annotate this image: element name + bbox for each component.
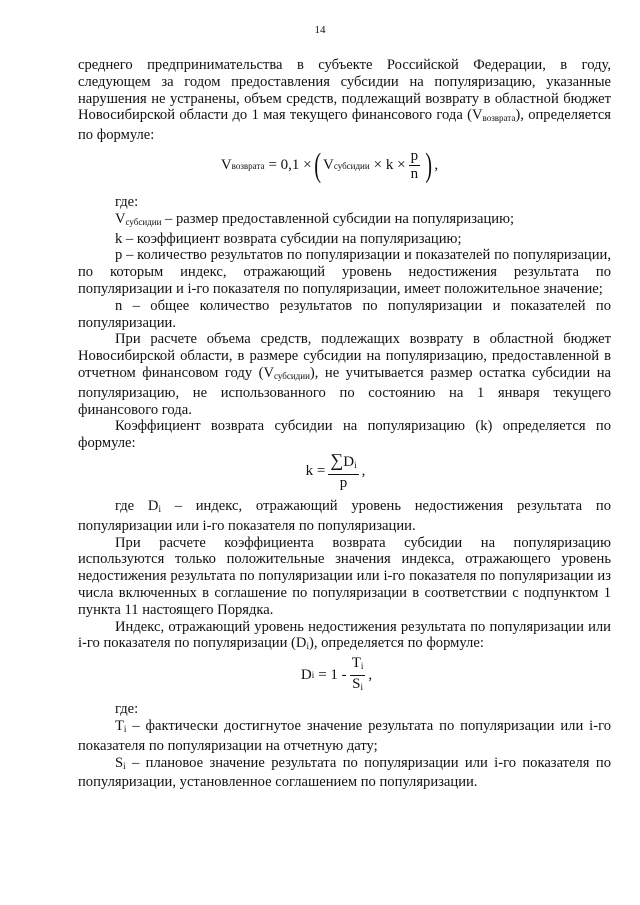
- para-index-text: Индекс, отражающий уровень недостижения результата по популяризации или i-го показателя по популяризации (D: [78, 618, 611, 652]
- page-number: 14: [314, 24, 326, 36]
- def-v: [78, 211, 611, 231]
- formula-index: [62, 655, 611, 695]
- formula1-fraction: [409, 148, 421, 183]
- para-index-sub: i: [306, 641, 309, 652]
- formula1-denominator: n: [410, 166, 419, 183]
- formula3-numerator: [350, 655, 366, 676]
- formula3-denominator: [350, 676, 365, 696]
- para-index: [78, 619, 611, 656]
- formula1-k: × k ×: [373, 157, 406, 174]
- intro-subscript: возврата: [482, 113, 516, 124]
- formula1-lhs-sub: возврата: [231, 160, 265, 171]
- def-v-symbol: V: [115, 210, 126, 227]
- def-k: k – коэффициент возврата субсидии на популяризацию;: [115, 230, 462, 247]
- def-v-sub: субсидии: [125, 216, 162, 227]
- formula3-eq: = 1 -: [318, 666, 347, 683]
- formula3-den-sub: i: [360, 681, 363, 692]
- formula2-fraction: [328, 449, 358, 492]
- para-index-tail: ), определяется по формуле:: [308, 635, 484, 652]
- def-s-symbol: S: [115, 754, 124, 771]
- intro-text: среднего предпринимательства в субъекте Российской Федерации, в году, следующем за годом предоставления субсидии на популяризацию, указанные нарушения не устранены, объем средств, подлежащий возврату в областной бюджет Новосибирской области до 1 мая текущего финансового года (V: [78, 57, 611, 124]
- def-n: n – общее количество результатов по популяризации и показателей по популяризации.: [78, 297, 611, 331]
- para-calc-sub: субсидии: [274, 370, 310, 381]
- formula2-numerator: [328, 449, 358, 475]
- def-d-sub: i: [158, 503, 161, 514]
- formula3-lhs: D: [300, 666, 312, 683]
- formula3-num-t: T: [351, 654, 361, 671]
- def-s-sub: i: [123, 760, 126, 771]
- gde-label-1: где:: [115, 193, 139, 210]
- intro-paragraph: [78, 57, 611, 144]
- formula1-eq: = 0,1 ×: [268, 157, 312, 174]
- formula2-denominator: p: [339, 474, 348, 491]
- gde-label-2: где:: [115, 701, 139, 718]
- def-d: [78, 498, 611, 535]
- formula1-numerator: p: [410, 148, 419, 165]
- para-calc: [78, 331, 611, 418]
- formula3-lhs-sub: i: [311, 670, 315, 681]
- formula3-den-s: S: [352, 675, 361, 692]
- intro-tail: ), определяется по формуле:: [78, 107, 612, 144]
- formula3-num-sub: i: [360, 660, 364, 671]
- formula-coefficient: [60, 449, 611, 492]
- paren-close: ): [425, 146, 433, 184]
- formula2-lhs: k =: [305, 463, 326, 480]
- sum-symbol: ∑: [330, 449, 344, 470]
- def-t-sub: i: [123, 723, 127, 734]
- def-d-text: – индекс, отражающий уровень недостижения результата по популяризации или i-го показателя по популяризации.: [78, 497, 611, 534]
- para-calc-tail: ), не учитывается размер остатка субсидии на популяризацию, не использованного по состоянию на 1 января текущего финансового года.: [78, 364, 611, 418]
- para-coef: Коэффициент возврата субсидии на популяризацию (k) определяется по формуле:: [78, 418, 611, 452]
- formula2-num-sub: i: [354, 459, 357, 470]
- def-p: p – количество результатов по популяризации и показателей по популяризации, по которым индекс, отражающий уровень недостижения результата по популяризации и i-го показателя по популяризации, имеет положительное значение;: [78, 247, 611, 297]
- para-positive: При расчете коэффициента возврата субсидии на популяризацию используются только положительные значения индекса, отражающего уровень недостижения результата по популяризации или i-го показателя по популяризации из числа включенных в соглашение по популяризации в соответствии с подпунктом 1 пункта 11 настоящего Порядка.: [78, 534, 611, 618]
- formula1-v-sub: субсидии: [333, 160, 370, 171]
- para-calc-text: При расчете объема средств, подлежащих возврату в областной бюджет Новосибирской области, в размере субсидии на популяризацию, предоставленной в отчетном финансовом году (V: [78, 331, 611, 381]
- def-t-symbol: T: [115, 717, 124, 734]
- formula1-v: V: [322, 157, 334, 174]
- formula1-lhs: V: [220, 157, 232, 174]
- formula-refund: [48, 144, 611, 188]
- document-body: [78, 0, 611, 791]
- def-s-text: – плановое значение результата по популяризации или i-го показателя по популяризации, установленное соглашением по популяризации.: [78, 754, 611, 791]
- def-t-text: – фактически достигнутое значение результата по популяризации или i-го показателя по популяризации на отчетную дату;: [78, 717, 611, 754]
- paren-open: (: [313, 146, 321, 184]
- formula3-end: ,: [368, 666, 373, 683]
- def-v-text: – размер предоставленной субсидии на популяризацию;: [161, 210, 515, 227]
- def-d-pre: где D: [115, 497, 159, 514]
- formula2-num-d: D: [343, 453, 355, 470]
- formula2-end: ,: [361, 463, 366, 480]
- def-s: [78, 755, 611, 792]
- formula1-end: ,: [434, 157, 439, 174]
- formula3-fraction: [350, 655, 366, 696]
- def-t: [78, 718, 611, 755]
